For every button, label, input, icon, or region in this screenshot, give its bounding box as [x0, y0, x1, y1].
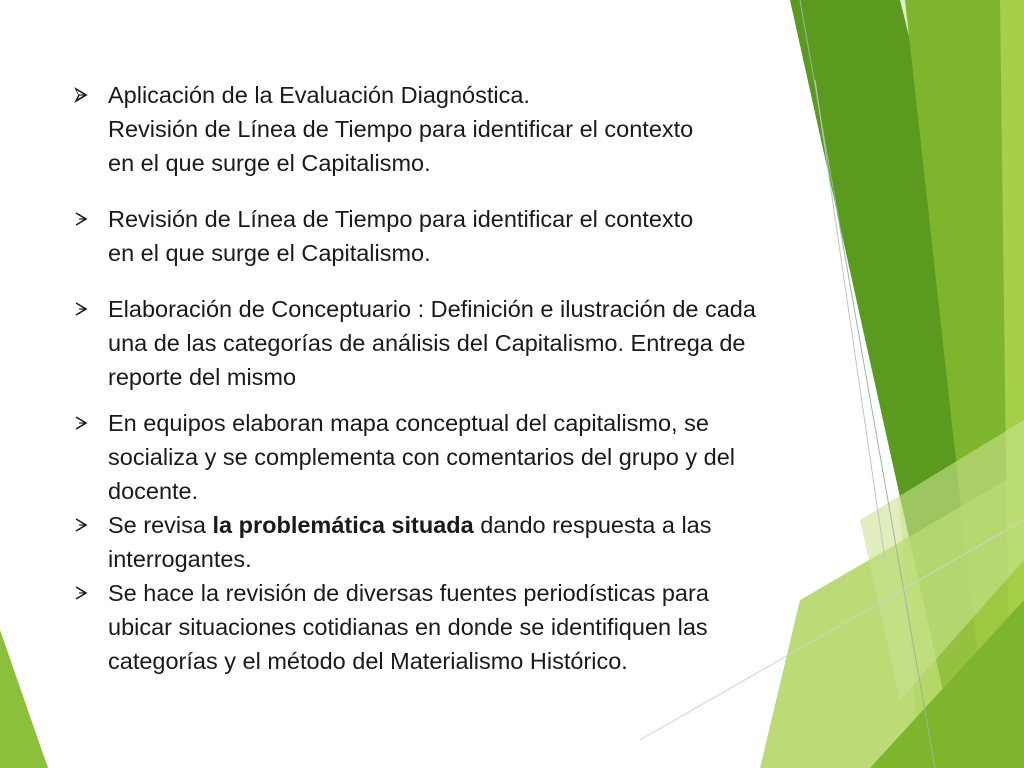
list-item-line: Elaboración de Conceptuario : Definición e ilustración de cada [108, 296, 756, 322]
list-item-line: socializa y se complementa con comentarios del grupo y del [108, 444, 735, 470]
list-item-line: Se hace la revisión de diversas fuentes periodísticas para [108, 580, 709, 606]
list-item [70, 406, 930, 508]
bold-phrase: la problemática situada [212, 512, 474, 538]
list-item-line: reporte del mismo [108, 364, 297, 390]
list-item-line: Revisión de Línea de Tiempo para identificar el contexto [108, 206, 694, 232]
list-item-text: Se revisa [108, 512, 213, 538]
list-item-line: categorías y el método del Materialismo Histórico. [108, 648, 628, 674]
list-item-line: en el que surge el Capitalismo. [108, 150, 431, 176]
list-item-line: en el que surge el Capitalismo. [108, 240, 431, 266]
arrow-bullet-icon [70, 576, 96, 610]
list-item-text: dando respuesta a las [473, 512, 712, 538]
list-item [70, 202, 930, 270]
list-item-line: ubicar situaciones cotidianas en donde se identifiquen las [108, 614, 708, 640]
list-item-line: Revisión de Línea de Tiempo para identificar el contexto [108, 116, 694, 142]
list-item-line: una de las categorías de análisis del Capitalismo. Entrega de [108, 330, 746, 356]
bullet-list [70, 78, 930, 678]
list-item-line: interrogantes. [108, 546, 252, 572]
list-item [70, 292, 930, 394]
list-item-line: Aplicación de la Evaluación Diagnóstica. [108, 82, 530, 108]
arrow-bullet-icon [70, 508, 96, 542]
arrow-bullet-icon [70, 78, 96, 112]
list-item-line: En equipos elaboran mapa conceptual del capitalismo, se [108, 410, 709, 436]
list-item-line: docente. [108, 478, 199, 504]
list-item-line [108, 508, 930, 542]
list-item [70, 78, 930, 180]
left-green-stripe [0, 630, 48, 768]
list-item [70, 508, 930, 576]
arrow-bullet-icon [70, 202, 96, 236]
list-item [70, 576, 930, 678]
arrow-bullet-icon [70, 406, 96, 440]
arrow-bullet-icon [70, 292, 96, 326]
